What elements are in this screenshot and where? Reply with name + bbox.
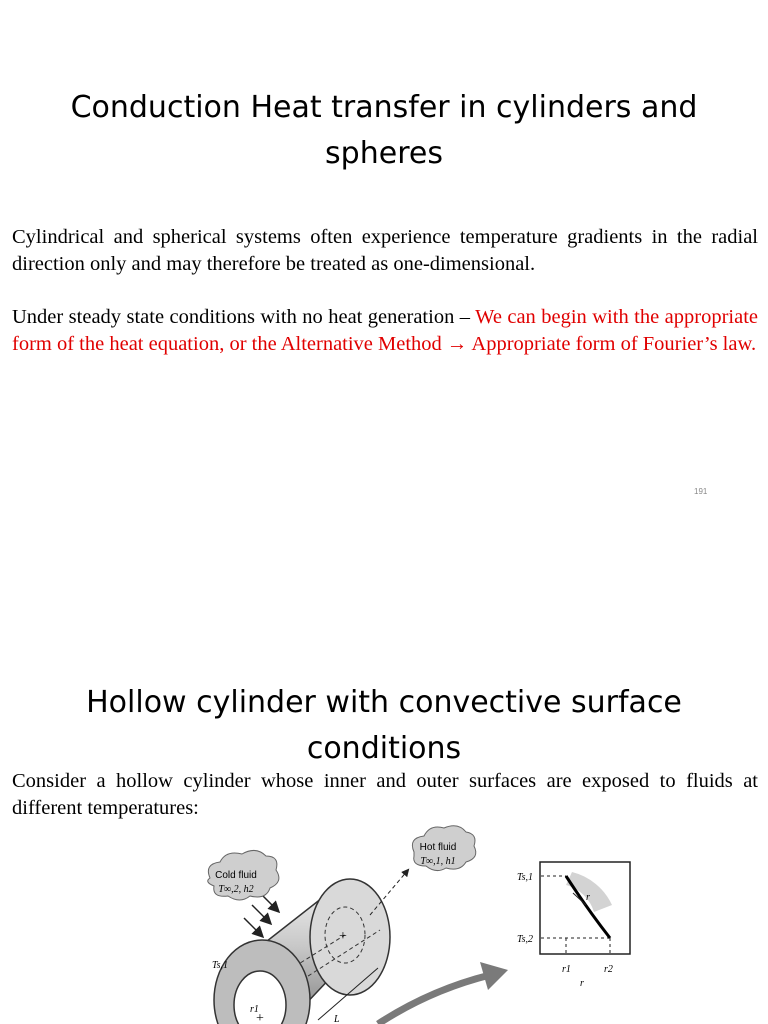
cold-fluid-arrows — [244, 893, 278, 936]
curved-arrow — [378, 975, 490, 1024]
length-label: L — [334, 1014, 340, 1024]
graph-r-axis-label: r — [580, 978, 584, 989]
page-number: 191 — [694, 487, 708, 496]
cold-fluid-label: Cold fluid — [215, 870, 257, 881]
slide1-paragraph-2-red: We can begin with the appropriate form of the heat equation, or the Alternative Method → Appropriate form of Fourier’s law. — [12, 306, 758, 355]
temperature-profile-graph — [540, 862, 630, 954]
cylinder-drawing — [214, 879, 390, 1024]
cold-fluid-subscript: T∞,2, h2 — [218, 884, 254, 895]
slide1-title-line1: Conduction Heat transfer in cylinders and — [70, 90, 698, 125]
graph-r1-label: r1 — [562, 964, 571, 975]
surface-temp-inner-label: Ts,1 — [212, 960, 229, 971]
hot-fluid-subscript: T∞,1, h1 — [420, 856, 456, 867]
slide2-title-line2: conditions — [306, 731, 462, 766]
graph-radius-label: r — [586, 892, 590, 903]
slide1-paragraph-1: Cylindrical and spherical systems often experience temperature gradients in the radial direction only and may therefore be treated as one-dimensional. — [12, 226, 758, 275]
slide2-title-line1: Hollow cylinder with convective surface — [86, 685, 682, 720]
slide2-paragraph-1: Consider a hollow cylinder whose inner and outer surfaces are exposed to fluids at different temperatures: — [12, 770, 758, 819]
graph-r2-label: r2 — [604, 964, 613, 975]
graph-ts2-label: Ts,2 — [517, 934, 534, 945]
slide1-paragraph-2-black: Under steady state conditions with no heat generation – — [12, 306, 476, 328]
curved-arrow-head — [480, 962, 508, 990]
graph-ts1-label: Ts,1 — [517, 872, 534, 883]
center-plus-icon: + — [339, 929, 347, 944]
hot-fluid-label: Hot fluid — [419, 842, 457, 853]
slide1-title-line2: spheres — [325, 136, 443, 171]
radius-r1-label: r1 — [250, 1004, 259, 1015]
center-plus-icon-front: + — [256, 1011, 264, 1024]
